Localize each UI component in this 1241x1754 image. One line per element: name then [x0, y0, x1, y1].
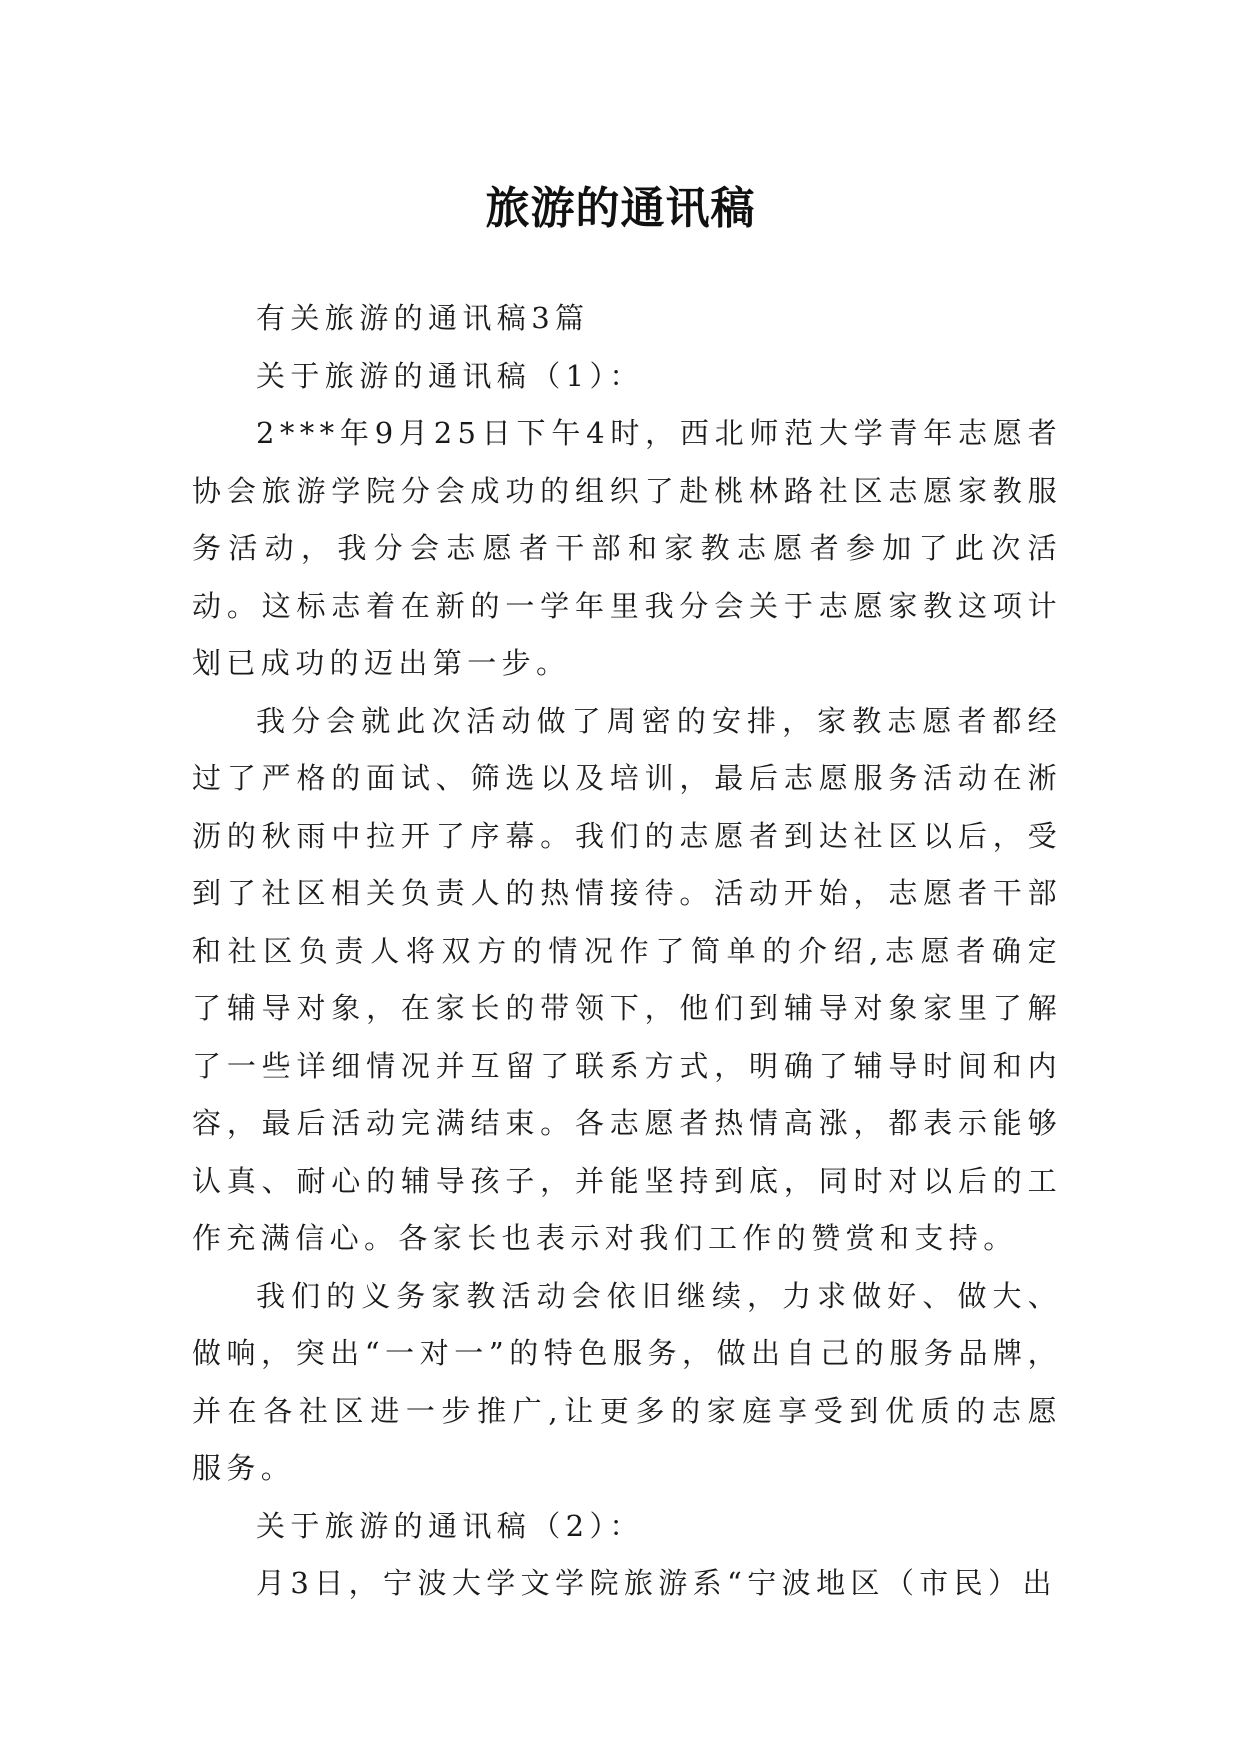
body-paragraph: 我们的义务家教活动会依旧继续，力求做好、做大、做响，突出“一对一”的特色服务，做出自己的服务品牌，并在各社区进一步推广,让更多的家庭享受到优质的志愿服务。	[192, 1278, 1062, 1485]
body-paragraph: 2***年9月25日下午4时，西北师范大学青年志愿者协会旅游学院分会成功的组织了赴桃林路社区志愿家教服务活动，我分会志愿者干部和家教志愿者参加了此次活动。这标志着在新的一学年里我分会关于志愿家教这项计划已成功的迈出第一步。	[192, 416, 1062, 680]
document-title: 旅游的通讯稿	[485, 183, 756, 235]
section-heading-1: 关于旅游的通讯稿（1）：	[256, 358, 644, 393]
document-body	[192, 290, 1062, 1613]
subtitle-paragraph: 有关旅游的通讯稿3篇	[256, 301, 590, 335]
body-paragraph: 我分会就此次活动做了周密的安排，家教志愿者都经过了严格的面试、筛选以及培训，最后志愿服务活动在淅沥的秋雨中拉开了序幕。我们的志愿者到达社区以后，受到了社区相关负责人的热情接待。活动开始，志愿者干部和社区负责人将双方的情况作了简单的介绍,志愿者确定了辅导对象，在家长的带领下，他们到辅导对象家里了解了一些详细情况并互留了联系方式，明确了辅导时间和内容，最后活动完满结束。各志愿者热情高涨，都表示能够认真、耐心的辅导孩子，并能坚持到底，同时对以后的工作充满信心。各家长也表示对我们工作的赞赏和支持。	[192, 703, 1062, 1255]
body-paragraph: 月3日，宁波大学文学院旅游系“宁波地区（市民）出	[256, 1566, 1057, 1600]
section-heading-2: 关于旅游的通讯稿（2）：	[256, 1508, 644, 1543]
